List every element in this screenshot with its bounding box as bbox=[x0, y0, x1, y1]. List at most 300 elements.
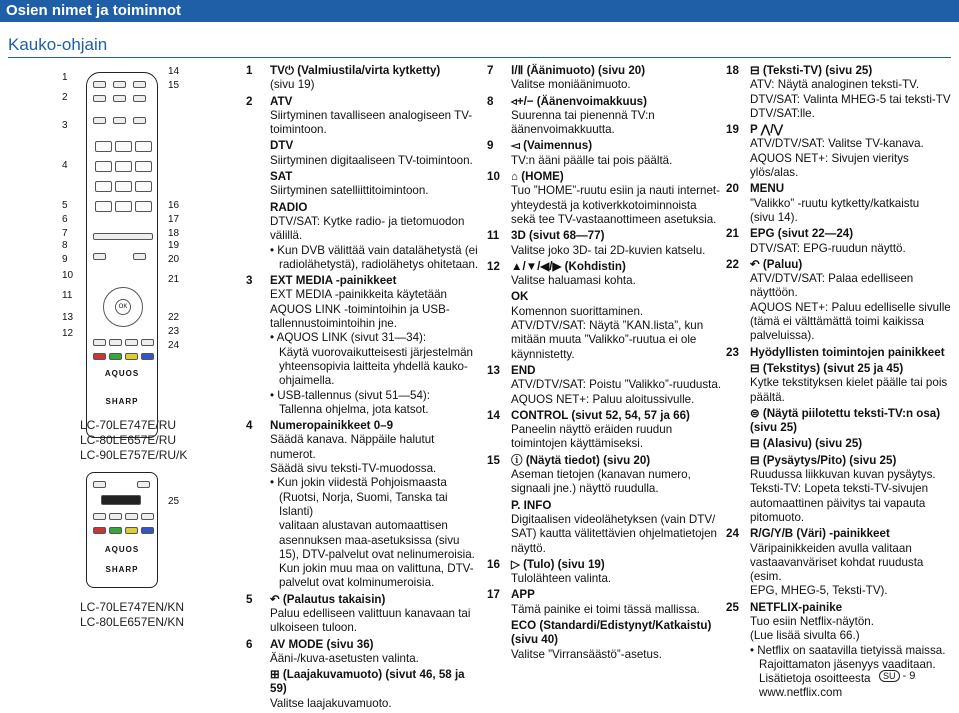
callout-16: 16 bbox=[168, 200, 180, 211]
item-title: ▲/▼/◀/▶ (Kohdistin) bbox=[511, 259, 626, 273]
item-text: SAT) kautta välitettävien ohjelmatietojen bbox=[511, 527, 718, 541]
item-text: Kytke tekstityksen kielet päälle tai pois bbox=[750, 376, 948, 390]
callout-2: 2 bbox=[62, 92, 68, 103]
item-6 bbox=[246, 638, 482, 667]
callout-19: 19 bbox=[168, 240, 180, 251]
callout-4: 4 bbox=[62, 160, 68, 171]
page-footer bbox=[879, 670, 915, 682]
header-title: Osien nimet ja toiminnot bbox=[6, 2, 182, 19]
item-heading bbox=[726, 182, 956, 196]
item-title: P. INFO bbox=[511, 498, 552, 512]
callout-13: 13 bbox=[62, 312, 74, 323]
item-title: Ⅰ/Ⅱ (Äänimuoto) (sivu 20) bbox=[511, 64, 646, 77]
number-key-icon bbox=[135, 181, 152, 192]
item-bullet: palvelut ovat kolminumeroisia. bbox=[279, 576, 435, 590]
item-text: 59) bbox=[270, 682, 287, 696]
item-heading bbox=[726, 258, 956, 272]
item-text: (sivu 19) bbox=[270, 78, 315, 92]
language-badge: SU bbox=[879, 670, 900, 682]
callout-20: 20 bbox=[168, 254, 180, 265]
item-title: ⊟ (Pysäytys/Pito) (sivu 25) bbox=[750, 453, 897, 467]
item-text: ulkoiseen tuloon. bbox=[270, 621, 358, 635]
item-heading bbox=[726, 123, 956, 137]
item-text: AQUOS NET+: Paluu edelliselle sivulle bbox=[750, 300, 951, 314]
item-heading bbox=[487, 409, 723, 423]
item-sub bbox=[246, 668, 482, 711]
item-text: Ruudussa liikkuvan kuvan pysäytys. bbox=[750, 468, 936, 482]
item-sub bbox=[726, 407, 956, 436]
item-15 bbox=[487, 454, 723, 497]
red-button-icon bbox=[93, 353, 106, 360]
item-number: 25 bbox=[726, 600, 739, 614]
utility-button-icon bbox=[109, 339, 122, 346]
item-text: (Lue lisää sivulta 66.) bbox=[750, 629, 860, 643]
item-text: Valitse moniäänimuoto. bbox=[511, 78, 631, 92]
item-title: ⌂ (HOME) bbox=[511, 170, 564, 184]
item-sub bbox=[726, 362, 956, 405]
item-5 bbox=[246, 593, 482, 636]
item-text: Väripainikkeiden avulla valitaan bbox=[750, 541, 912, 555]
callout-3: 3 bbox=[62, 120, 68, 131]
item-heading bbox=[726, 227, 956, 241]
item-12 bbox=[487, 260, 723, 289]
item-title: EPG (sivut 22—24) bbox=[750, 227, 854, 241]
item-text: ATV/DTV/SAT: Näytä ”KAN.lista”, kun bbox=[511, 319, 704, 333]
item-bullet: • Netflix on saatavilla tietyissä maissa. bbox=[750, 643, 946, 657]
item-text: Komennon suorittaminen. bbox=[511, 304, 644, 318]
item-text: EPG, MHEG-5, Teksti-TV). bbox=[750, 584, 888, 598]
item-sub bbox=[726, 437, 956, 451]
item-title: ⊜ (Näytä piilotettu teksti-TV:n osa) bbox=[750, 406, 941, 420]
item-13 bbox=[487, 364, 723, 407]
item-number: 17 bbox=[487, 588, 500, 602]
number-key-icon bbox=[135, 161, 152, 172]
callout-10: 10 bbox=[62, 270, 74, 281]
item-title: Numeropainikkeet 0–9 bbox=[270, 419, 394, 433]
item-number: 4 bbox=[246, 419, 253, 433]
item-title: ↶ (Paluu) bbox=[750, 257, 803, 271]
callout-1: 1 bbox=[62, 72, 68, 83]
item-text: ATV/DTV/SAT: Palaa edelliseen näyttöön. bbox=[750, 272, 914, 300]
item-number: 9 bbox=[487, 139, 494, 153]
item-text: Suurenna tai pienennä TV:n bbox=[511, 108, 655, 122]
description-column-3 bbox=[726, 64, 956, 703]
item-text: Tuo ”HOME”-ruutu esiin ja nauti internet- bbox=[511, 184, 720, 198]
item-title: ↶ (Palautus takaisin) bbox=[270, 592, 386, 606]
item-text: Tämä painike ei toimi tässä mallissa. bbox=[511, 602, 700, 616]
item-heading bbox=[487, 454, 723, 468]
item-title: TV⏻ (Valmiustila/virta kytketty) bbox=[270, 64, 441, 77]
item-text: äänenvoimakkuutta. bbox=[511, 123, 615, 137]
callout-24: 24 bbox=[168, 340, 180, 351]
item-bullet: ohjaimella. bbox=[279, 374, 335, 388]
remote-brand-logo: AQUOS bbox=[104, 369, 140, 378]
utility-button-icon bbox=[93, 513, 106, 520]
item-title: APP bbox=[511, 588, 535, 602]
item-bullet: www.netflix.com bbox=[759, 686, 843, 700]
number-key-icon bbox=[95, 161, 112, 172]
item-number: 2 bbox=[246, 94, 253, 108]
item-text: palveluissa). bbox=[750, 329, 815, 343]
vol-ch-bar-icon bbox=[93, 233, 153, 240]
item-heading bbox=[246, 64, 482, 78]
callout-6: 6 bbox=[62, 214, 68, 225]
item-heading bbox=[726, 601, 956, 615]
model-name: LC-70LE747E/RU bbox=[80, 418, 177, 432]
item-title: ⊟ (Teksti-TV) (sivu 25) bbox=[750, 64, 873, 77]
item-number: 20 bbox=[726, 182, 739, 196]
item-8 bbox=[487, 95, 723, 138]
page-number: - 9 bbox=[902, 670, 916, 682]
callout-18: 18 bbox=[168, 228, 180, 239]
section-divider bbox=[8, 57, 951, 58]
callout-12: 12 bbox=[62, 328, 74, 339]
remote2-maker-logo: SHARP bbox=[105, 565, 139, 574]
item-text: signaali jne.) näyttö ruudulla. bbox=[511, 482, 659, 496]
item-heading bbox=[726, 64, 956, 78]
item-title: END bbox=[511, 363, 536, 377]
item-heading bbox=[246, 95, 482, 109]
item-text: Aseman tietojen (kanavan numero, bbox=[511, 468, 691, 482]
item-heading bbox=[487, 588, 723, 602]
item-bullet: Kun jokin muu maa on valittuna, DTV- bbox=[279, 562, 474, 576]
callout-22: 22 bbox=[168, 312, 180, 323]
item-title: R/G/Y/B (Väri) -painikkeet bbox=[750, 527, 890, 541]
remote-control-illustration bbox=[86, 72, 158, 438]
item-bullet: • Kun DVB välittää vain datalähetystä (ei bbox=[270, 243, 478, 257]
item-text: pitomuoto. bbox=[750, 510, 805, 524]
ok-button-icon: OK bbox=[115, 299, 131, 315]
section-title: Kauko-ohjain bbox=[8, 35, 108, 54]
item-title: SAT bbox=[270, 170, 293, 184]
item-text: vastaavanväriset kohdat ruudusta (esim. bbox=[750, 555, 924, 584]
item-bullet: yhteensopivia laitteita yhdellä kauko- bbox=[279, 359, 468, 373]
item-heading bbox=[246, 419, 482, 433]
item-text: välillä. bbox=[270, 229, 303, 243]
item-text: (sivu 40) bbox=[511, 633, 559, 647]
callout-25: 25 bbox=[168, 496, 180, 507]
item-heading bbox=[487, 64, 723, 78]
item-text: Säädä kanava. Näppäile halutut numerot. bbox=[270, 433, 435, 461]
item-heading bbox=[246, 274, 482, 288]
item-14 bbox=[487, 409, 723, 452]
item-bullet: (Ruotsi, Norja, Suomi, Tanska tai Islanti) bbox=[279, 490, 448, 518]
item-21 bbox=[726, 227, 956, 256]
model-name: LC-80LE657E/RU bbox=[80, 433, 177, 447]
item-text: tallennustoimintoihin jne. bbox=[270, 317, 397, 331]
item-text: (sivu 25) bbox=[750, 421, 798, 435]
item-text: AQUOS NET+: Sivujen vieritys ylös/alas. bbox=[750, 151, 909, 180]
item-bullet: Käytä vuorovaikutteisesti järjestelmän bbox=[279, 345, 473, 359]
item-number: 21 bbox=[726, 227, 739, 241]
item-sub bbox=[246, 170, 482, 199]
home-button-icon bbox=[93, 253, 106, 260]
item-text: Digitaalisen videolähetyksen (vain DTV/ bbox=[511, 512, 716, 526]
item-number: 22 bbox=[726, 257, 739, 271]
item-sub bbox=[487, 499, 723, 556]
item-title: AV MODE (sivu 36) bbox=[270, 637, 374, 651]
item-text: mitään muuta ”Valikko”-ruutua ei ole bbox=[511, 333, 697, 347]
item-text: Tulolähteen valinta. bbox=[511, 572, 612, 586]
item-heading bbox=[246, 139, 482, 153]
yellow-button-icon bbox=[125, 527, 138, 534]
callout-17: 17 bbox=[168, 214, 180, 225]
item-text: automaattinen päivitys tai vapauta bbox=[750, 496, 926, 510]
item-number: 11 bbox=[487, 229, 500, 243]
item-text: ”Valikko” -ruutu kytketty/katkaistu bbox=[750, 196, 920, 210]
ext-media-button-icon bbox=[93, 117, 106, 124]
remote-button-icon bbox=[93, 481, 106, 488]
model-list-1 bbox=[80, 418, 187, 463]
item-text: ATV/DTV/SAT: Valitse TV-kanava. bbox=[750, 137, 924, 151]
item-title: ATV bbox=[270, 94, 293, 108]
item-bullet: Lisätietoja osoitteesta bbox=[759, 672, 871, 686]
item-text: (tämä ei välttämättä toimi kaikissa bbox=[750, 315, 924, 329]
item-heading bbox=[246, 638, 482, 652]
item-19 bbox=[726, 123, 956, 180]
item-heading bbox=[487, 619, 723, 633]
item-20 bbox=[726, 182, 956, 225]
item-4 bbox=[246, 419, 482, 591]
item-title: ⊞ (Laajakuvamuoto) (sivut 46, 58 ja bbox=[270, 668, 465, 682]
number-key-icon bbox=[95, 141, 112, 152]
item-number: 23 bbox=[726, 345, 739, 359]
item-sub bbox=[487, 290, 723, 361]
blue-button-icon bbox=[141, 353, 154, 360]
item-sub bbox=[246, 139, 482, 168]
item-sub bbox=[246, 201, 482, 272]
item-number: 14 bbox=[487, 408, 500, 422]
item-title: DTV bbox=[270, 139, 294, 153]
item-heading bbox=[246, 170, 482, 184]
item-title: ▷ (Tulo) (sivu 19) bbox=[511, 557, 605, 571]
item-heading bbox=[487, 558, 723, 572]
callout-7: 7 bbox=[62, 228, 68, 239]
item-number: 1 bbox=[246, 64, 253, 77]
item-heading bbox=[726, 346, 956, 360]
item-bullet: radiolähetystä), radiolähetys ohitetaan. bbox=[279, 257, 479, 271]
item-title: OK bbox=[511, 290, 529, 304]
item-text: TV:n ääni päälle tai pois päältä. bbox=[511, 153, 673, 167]
number-key-icon bbox=[95, 181, 112, 192]
callout-9: 9 bbox=[62, 254, 68, 265]
item-7 bbox=[487, 64, 723, 93]
item-title: CONTROL (sivut 52, 54, 57 ja 66) bbox=[511, 408, 690, 422]
item-heading bbox=[726, 454, 956, 468]
description-column-1 bbox=[246, 64, 482, 713]
item-number: 8 bbox=[487, 94, 494, 108]
item-text: päältä. bbox=[750, 390, 785, 404]
callout-11: 11 bbox=[62, 290, 73, 301]
callout-14: 14 bbox=[168, 66, 180, 77]
item-text: käynnistetty. bbox=[511, 347, 575, 361]
number-key-icon bbox=[115, 161, 132, 172]
item-title: ⓘ (Näytä tiedot) (sivu 20) bbox=[511, 453, 651, 467]
number-key-icon bbox=[115, 201, 132, 212]
item-number: 3 bbox=[246, 274, 253, 288]
model-name: LC-80LE657EN/KN bbox=[80, 615, 185, 629]
item-24 bbox=[726, 527, 956, 598]
item-title: ECO (Standardi/Edistynyt/Katkaistu) bbox=[511, 618, 712, 632]
item-text: DTV/SAT:lle. bbox=[750, 106, 815, 120]
item-text: yhteydestä ja kotiverkkotoiminnoista bbox=[511, 198, 697, 212]
item-2 bbox=[246, 95, 482, 138]
number-key-icon bbox=[115, 141, 132, 152]
description-column-2 bbox=[487, 64, 723, 664]
item-bullet: asennuksen maa-asetuksissa (sivu bbox=[279, 533, 460, 547]
utility-button-icon bbox=[141, 513, 154, 520]
item-text: ATV: Näytä analoginen teksti-TV. bbox=[750, 78, 920, 92]
item-text: Siirtyminen digitaaliseen TV-toimintoon. bbox=[270, 153, 473, 167]
item-text: Paneelin näyttö eräiden ruudun bbox=[511, 423, 673, 437]
item-text: näyttö. bbox=[511, 541, 546, 555]
item-heading bbox=[487, 290, 723, 304]
utility-button-icon bbox=[93, 339, 106, 346]
item-text: sekä tee TV-vastaanottimeen asetuksia. bbox=[511, 212, 717, 226]
sat-button-icon bbox=[133, 95, 146, 102]
item-heading bbox=[246, 668, 482, 682]
atv-button-icon bbox=[93, 95, 106, 102]
remote-button-icon bbox=[113, 81, 126, 88]
item-number: 10 bbox=[487, 170, 500, 184]
item-23 bbox=[726, 346, 956, 360]
item-text: ATV/DTV/SAT: Poistu ”Valikko”-ruudusta. bbox=[511, 378, 722, 392]
item-17 bbox=[487, 588, 723, 617]
item-11 bbox=[487, 229, 723, 258]
item-heading bbox=[487, 260, 723, 274]
item-bullet: 15), DTV-palvelut ovat nelinumeroisia. bbox=[279, 547, 475, 561]
item-bullet: Rajoittamaton jäsenyys vaaditaan. bbox=[759, 657, 936, 671]
item-text: Ääni-/kuva-asetusten valinta. bbox=[270, 651, 419, 665]
item-sub bbox=[487, 619, 723, 662]
item-number: 12 bbox=[487, 259, 500, 273]
item-9 bbox=[487, 139, 723, 168]
item-number: 7 bbox=[487, 64, 494, 77]
item-heading bbox=[487, 229, 723, 243]
item-title: ◅ (Vaimennus) bbox=[511, 139, 593, 153]
remote-maker-logo: SHARP bbox=[105, 397, 139, 406]
item-title: ⊟ (Alasivu) (sivu 25) bbox=[750, 437, 863, 451]
item-text: DTV/SAT: EPG-ruudun näyttö. bbox=[750, 241, 906, 255]
red-button-icon bbox=[93, 527, 106, 534]
item-number: 15 bbox=[487, 453, 500, 467]
item-bullet: • Kun jokin viidestä Pohjoismaasta bbox=[270, 476, 447, 490]
item-25 bbox=[726, 601, 956, 701]
item-bullet: • USB-tallennus (sivut 51—54): bbox=[270, 388, 430, 402]
callout-15: 15 bbox=[168, 80, 180, 91]
item-heading bbox=[726, 362, 956, 376]
item-number: 16 bbox=[487, 557, 500, 571]
item-text: Valitse ”Virransäästö”-asetus. bbox=[511, 647, 662, 661]
item-title: ◃+/− (Äänenvoimakkuus) bbox=[511, 94, 647, 108]
number-key-icon bbox=[95, 201, 112, 212]
item-text: DTV/SAT: Kytke radio- ja tietomuodon bbox=[270, 214, 465, 228]
item-title: ⊟ (Tekstitys) (sivut 25 ja 45) bbox=[750, 361, 904, 375]
yellow-button-icon bbox=[125, 353, 138, 360]
utility-button-icon bbox=[125, 513, 138, 520]
item-16 bbox=[487, 558, 723, 587]
number-key-icon bbox=[135, 201, 152, 212]
model-list-2 bbox=[80, 600, 184, 630]
remote2-brand-logo: AQUOS bbox=[104, 545, 140, 554]
item-heading bbox=[246, 201, 482, 215]
netflix-button-icon bbox=[101, 495, 141, 505]
item-title: RADIO bbox=[270, 200, 308, 214]
item-text: toimintojen käyttämiseksi. bbox=[511, 437, 644, 451]
utility-button-icon bbox=[141, 339, 154, 346]
header-bar bbox=[0, 0, 959, 22]
item-number: 19 bbox=[726, 123, 739, 137]
green-button-icon bbox=[109, 353, 122, 360]
item-text: AQUOS NET+: Paluu aloitussivulle. bbox=[511, 392, 695, 406]
model-name: LC-70LE747EN/KN bbox=[80, 600, 185, 614]
model-name: LC-90LE757E/RU/K bbox=[80, 448, 188, 462]
ext-media-button-icon bbox=[133, 117, 146, 124]
callout-23: 23 bbox=[168, 326, 180, 337]
remote-control-illustration-2 bbox=[86, 472, 158, 588]
number-key-icon bbox=[115, 181, 132, 192]
utility-button-icon bbox=[109, 513, 122, 520]
item-title: 3D (sivut 68—77) bbox=[511, 229, 605, 243]
item-text: Siirtyminen satelliittitoimintoon. bbox=[270, 184, 429, 198]
item-title: NETFLIX-painike bbox=[750, 600, 843, 614]
item-heading bbox=[487, 170, 723, 184]
callout-21: 21 bbox=[168, 274, 180, 285]
epg-button-icon bbox=[133, 253, 146, 260]
item-heading bbox=[726, 407, 956, 421]
item-bullet: Tallenna ohjelma, jota katsot. bbox=[279, 402, 429, 416]
item-heading bbox=[246, 593, 482, 607]
item-heading bbox=[487, 95, 723, 109]
callout-8: 8 bbox=[62, 240, 68, 251]
item-text: Paluu edelliseen valittuun kanavaan tai bbox=[270, 606, 471, 620]
item-title: EXT MEDIA -painikkeet bbox=[270, 274, 397, 288]
ext-media-button-icon bbox=[113, 117, 126, 124]
item-text: EXT MEDIA -painikkeita käytetään bbox=[270, 288, 447, 302]
item-number: 5 bbox=[246, 592, 253, 606]
item-text: Valitse joko 3D- tai 2D-kuvien katselu. bbox=[511, 243, 706, 257]
item-heading bbox=[487, 364, 723, 378]
item-number: 6 bbox=[246, 637, 253, 651]
remote-button-icon bbox=[137, 481, 150, 488]
power-button-icon bbox=[93, 81, 106, 88]
item-text: toimintoon. bbox=[270, 123, 327, 137]
item-sub bbox=[726, 454, 956, 525]
item-text: Säädä sivu teksti-TV-muodossa. bbox=[270, 462, 437, 476]
item-text: Tuo esiin Netflix-näytön. bbox=[750, 614, 874, 628]
item-bullet: • AQUOS LINK (sivut 31—34): bbox=[270, 331, 427, 345]
item-bullet: valitaan alustavan automaattisen bbox=[279, 519, 448, 533]
remote-illustration-area bbox=[40, 64, 240, 629]
item-heading bbox=[487, 499, 723, 513]
item-title: P ⋀/⋁ bbox=[750, 123, 783, 137]
item-text: Valitse laajakuvamuoto. bbox=[270, 696, 392, 710]
item-text: Teksti-TV: Lopeta teksti-TV-sivujen bbox=[750, 482, 929, 496]
item-number: 24 bbox=[726, 527, 739, 541]
item-22 bbox=[726, 258, 956, 344]
item-text: AQUOS LINK -toimintoihin ja USB- bbox=[270, 302, 450, 316]
item-title: Hyödyllisten toimintojen painikkeet bbox=[750, 345, 945, 359]
blue-button-icon bbox=[141, 527, 154, 534]
item-heading bbox=[726, 527, 956, 541]
item-text: Valitse haluamasi kohta. bbox=[511, 274, 636, 288]
item-3 bbox=[246, 274, 482, 417]
item-10 bbox=[487, 170, 723, 227]
item-1 bbox=[246, 64, 482, 93]
item-title: MENU bbox=[750, 182, 785, 196]
dtv-button-icon bbox=[113, 95, 126, 102]
item-number: 18 bbox=[726, 64, 739, 77]
